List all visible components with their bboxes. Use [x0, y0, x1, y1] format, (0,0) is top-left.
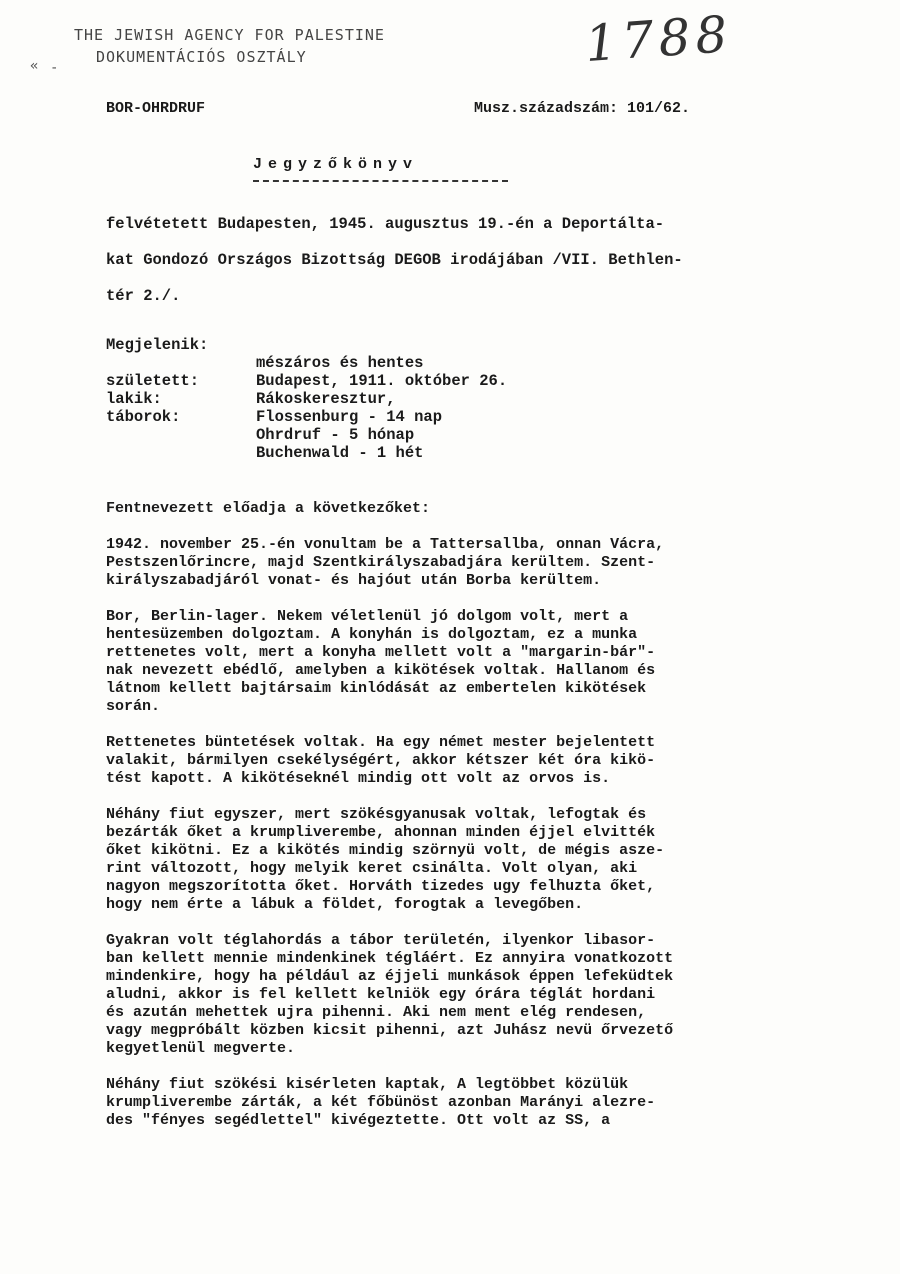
stamp-line-1: THE JEWISH AGENCY FOR PALESTINE [74, 26, 385, 44]
statement-line: és azután mehettek ujra pihenni. Aki nem ment elég rendesen, [106, 1004, 647, 1021]
statement-line: hogy nem érte a lábuk a földet, forogtak a levegőben. [106, 896, 584, 913]
statement-line: királyszabadjáról vonat- és hajóut után Borba kerültem. [106, 572, 602, 589]
statement-line: mindenkire, hogy ha például az éjjeli munkások éppen lefeküdtek [106, 968, 674, 985]
statement-line: bezárták őket a krumpliverembe, ahonnan minden éjjel elvitték [106, 824, 656, 841]
document-title: Jegyzőkönyv [253, 156, 419, 173]
statement-line: Bor, Berlin-lager. Nekem véletlenül jó dolgom volt, mert a [106, 608, 629, 625]
statement-line: Néhány fiut egyszer, mert szökésgyanusak voltak, lefogtak és [106, 806, 647, 823]
statement-line: hentesüzemben dolgoztam. A konyhán is dolgoztam, ez a munka [106, 626, 638, 643]
stamp-line-2: DOKUMENTÁCIÓS OSZTÁLY [96, 48, 307, 66]
camp-value: Flossenburg - 14 nap [256, 408, 443, 426]
statement-line: des "fényes segédlettel" kivégeztette. Ott volt az SS, a [106, 1112, 611, 1129]
intro-line: tér 2./. [106, 287, 181, 305]
camps-label: táborok: [106, 408, 181, 426]
statement-paragraph [106, 806, 806, 914]
statement-line: látnom kellett bajtársaim kinlódását az embertelen kikötések [106, 680, 647, 697]
statement-body [106, 500, 806, 1148]
handwritten-document-number: 1788 [583, 4, 735, 74]
statement-line: során. [106, 698, 161, 715]
statement-line: Néhány fiut szökési kisérleten kaptak, A legtöbbet közülük [106, 1076, 629, 1093]
statement-line: Pestszenlőrincre, majd Szentkirályszabadjára kerültem. Szent- [106, 554, 656, 571]
statement-paragraph [106, 734, 806, 788]
statement-line: krumpliverembe zárták, a két főbünöst azonban Marányi alezre- [106, 1094, 656, 1111]
intro-line: kat Gondozó Országos Bizottság DEGOB irodájában /VII. Bethlen- [106, 251, 683, 269]
occupation-value: mészáros és hentes [256, 354, 424, 372]
statement-line: rint változott, hogy melyik keret csinálta. Volt olyan, aki [106, 860, 638, 877]
residence-value: Rákoskeresztur, [256, 390, 396, 408]
statement-paragraph [106, 1076, 806, 1130]
archive-stamp [74, 24, 384, 68]
margin-dash-icon: - [50, 60, 59, 76]
statement-line: valakit, bármilyen csekélységért, akkor kétszer két óra kikö- [106, 752, 656, 769]
intro-paragraph [106, 206, 806, 314]
statement-line: kegyetlenül megverte. [106, 1040, 296, 1057]
statement-lead: Fentnevezett előadja a következőket: [106, 500, 431, 517]
statement-line: vagy megpróbált közben kicsit pihenni, azt Juhász nevü őrvezető [106, 1022, 674, 1039]
statement-paragraph [106, 536, 806, 590]
statement-paragraph [106, 932, 806, 1058]
statement-line: nagyon megszorította őket. Horváth tizedes ugy felhuzta őket, [106, 878, 656, 895]
statement-line: 1942. november 25.-én vonultam be a Tattersallba, onnan Vácra, [106, 536, 665, 553]
title-underline [253, 180, 508, 182]
statement-line: Gyakran volt téglahordás a tábor területén, ilyenkor libasor- [106, 932, 656, 949]
camp-value: Buchenwald - 1 hét [256, 444, 424, 462]
intro-line: felvétetett Budapesten, 1945. augusztus 19.-én a Deportálta- [106, 215, 665, 233]
statement-line: rettenetes volt, mert a konyha mellett volt a "margarin-bár"- [106, 644, 656, 661]
header-company-number: Musz.századszám: 101/62. [474, 100, 691, 117]
margin-mark-icon: « [30, 58, 39, 74]
statement-line: nak nevezett ebédlő, amelyben a kikötések voltak. Hallanom és [106, 662, 656, 679]
camp-value: Ohrdruf - 5 hónap [256, 426, 415, 444]
residence-label: lakik: [106, 390, 162, 408]
header-location: BOR-OHRDRUF [106, 100, 206, 117]
born-value: Budapest, 1911. október 26. [256, 372, 508, 390]
appears-label: Megjelenik: [106, 336, 209, 354]
statement-line: aludni, akkor is fel kellett kelniök egy órára téglát hordani [106, 986, 656, 1003]
statement-line: tést kapott. A kikötéseknél mindig ott volt az orvos is. [106, 770, 611, 787]
statement-line: őket kikötni. Ez a kikötés mindig szörnyü volt, de mégis asze- [106, 842, 665, 859]
statement-line: ban kellett mennie mindenkinek tégláért. Ez annyira vonatkozott [106, 950, 674, 967]
born-label: született: [106, 372, 200, 390]
statement-paragraph [106, 608, 806, 716]
statement-line: Rettenetes büntetések voltak. Ha egy német mester bejelentett [106, 734, 656, 751]
person-details [106, 336, 646, 462]
